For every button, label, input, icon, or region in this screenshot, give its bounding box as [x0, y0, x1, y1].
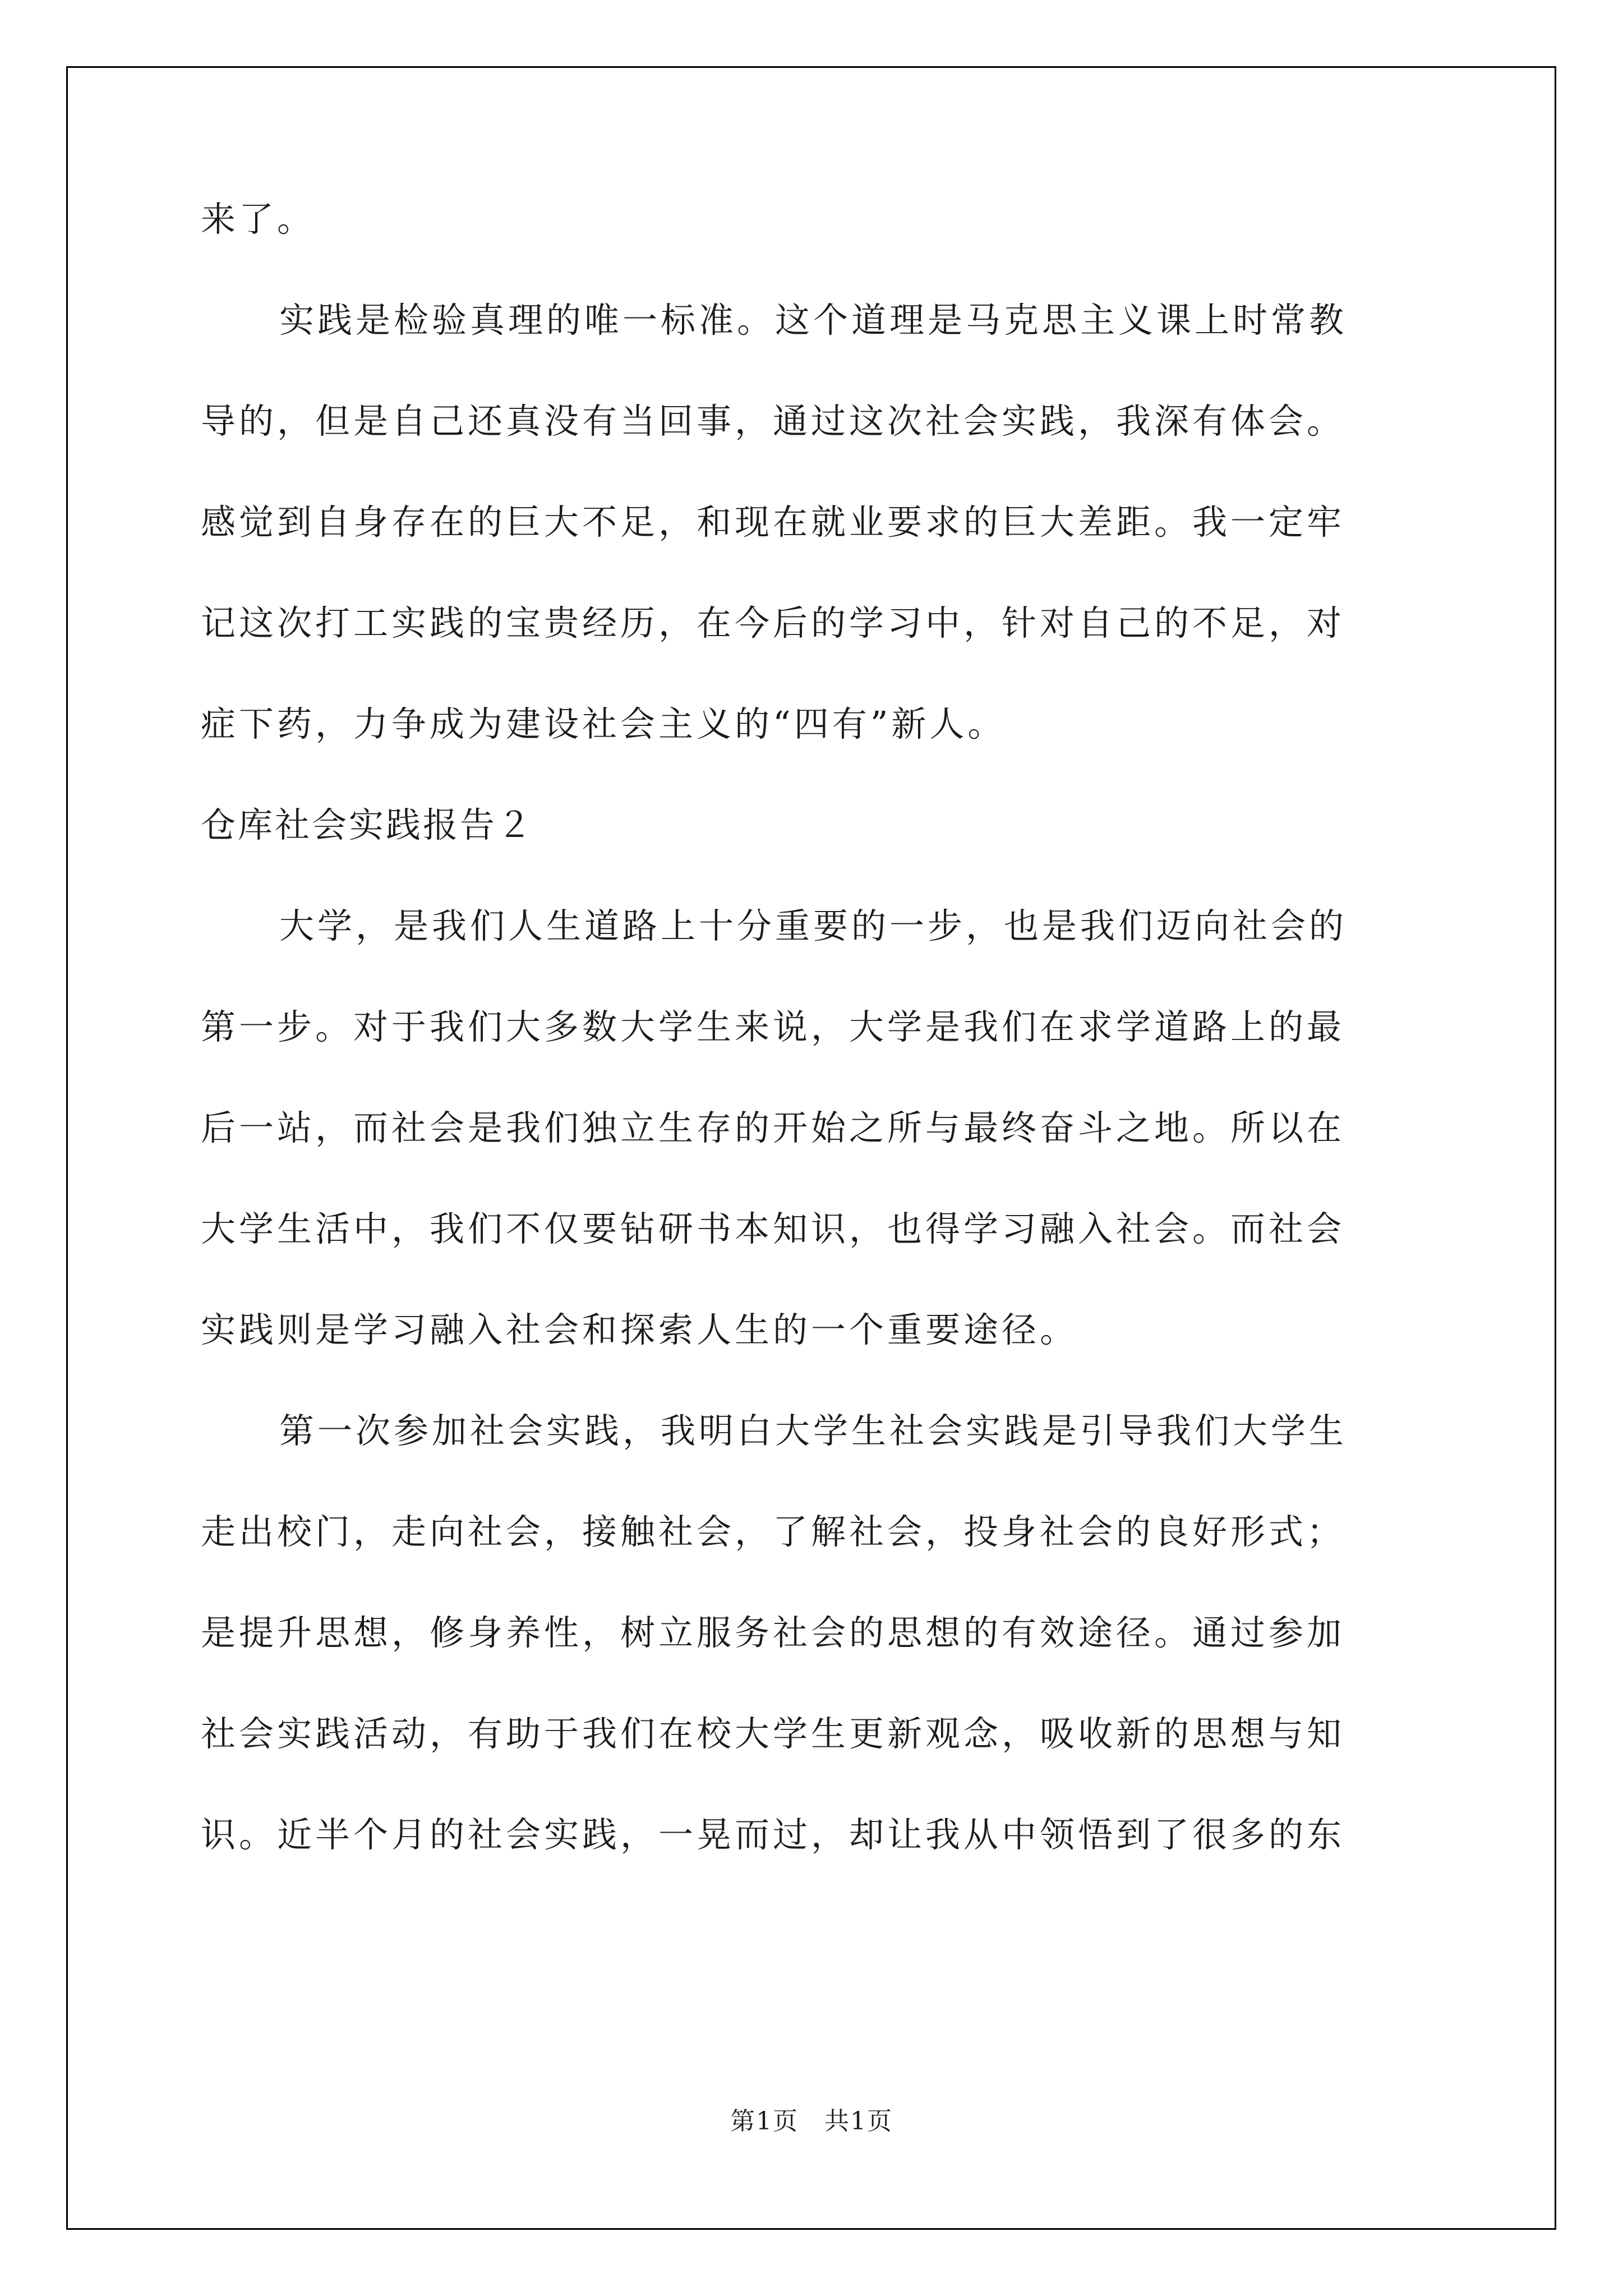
text-line: 走出校门，走向社会，接触社会，了解社会，投身社会的良好形式； — [201, 1511, 1345, 1552]
text-line: 记这次打工实践的宝贵经历，在今后的学习中，针对自己的不足，对 — [201, 602, 1345, 643]
paragraph-start-line: 第一次参加社会实践，我明白大学生社会实践是引导我们大学生 — [279, 1410, 1348, 1451]
text-line: 社会实践活动，有助于我们在校大学生更新观念，吸收新的思想与知 — [201, 1713, 1345, 1754]
text-line: 识。近半个月的社会实践，一晃而过，却让我从中领悟到了很多的东 — [201, 1814, 1345, 1855]
text-line: 导的，但是自己还真没有当回事，通过这次社会实践，我深有体会。 — [201, 401, 1345, 441]
text-line: 第一步。对于我们大多数大学生来说，大学是我们在求学道路上的最 — [201, 1006, 1345, 1047]
text-line: 感觉到自身存在的巨大不足，和现在就业要求的巨大差距。我一定牢 — [201, 501, 1345, 542]
document-body — [201, 199, 1435, 1918]
text-line: 症下药，力争成为建设社会主义的“四有”新人。 — [201, 703, 1006, 744]
text-line: 后一站，而社会是我们独立生存的开始之所与最终奋斗之地。所以在 — [201, 1107, 1345, 1148]
section-heading: 仓库社会实践报告２ — [201, 804, 534, 845]
text-line: 大学生活中，我们不仅要钻研书本知识，也得学习融入社会。而社会 — [201, 1208, 1345, 1249]
text-line: 来了。 — [201, 199, 316, 240]
text-line: 是提升思想，修身养性，树立服务社会的思想的有效途径。通过参加 — [201, 1612, 1345, 1653]
paragraph-start-line: 实践是检验真理的唯一标准。这个道理是马克思主义课上时常教 — [279, 300, 1348, 341]
page-footer: 第1页 共1页 — [730, 2107, 893, 2136]
paragraph-start-line: 大学，是我们人生道路上十分重要的一步，也是我们迈向社会的 — [279, 905, 1348, 946]
text-line: 实践则是学习融入社会和探索人生的一个重要途径。 — [201, 1309, 1078, 1350]
